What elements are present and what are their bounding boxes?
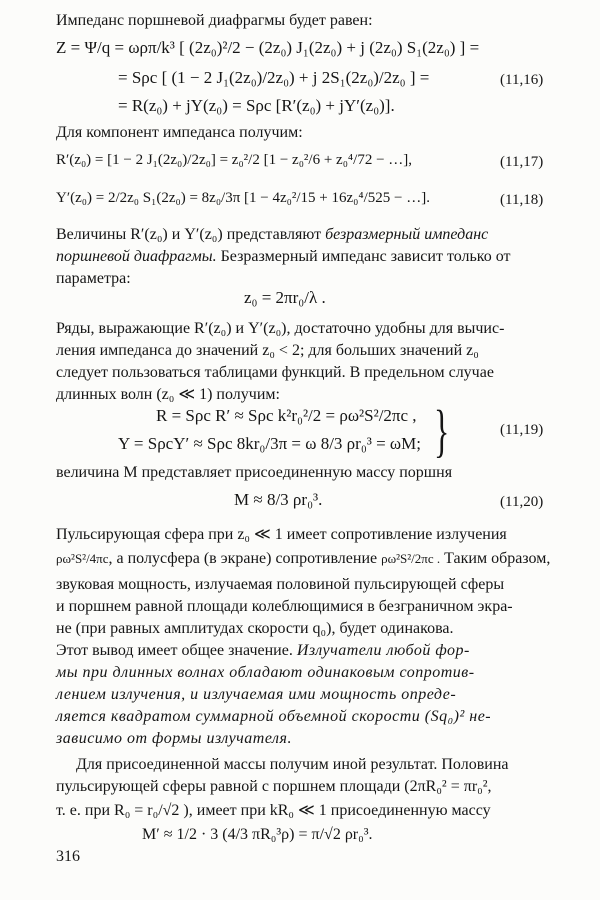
equation-line: R′(z₀) = [1 − 2 J₁(2z₀)/2z₀] = z₀²/2 [1 − z₀²/6 + z₀⁴/72 − …], [56,152,413,168]
text-line: не (при равных амплитудах скорости q₀), будет одинакова. [56,620,454,637]
italic-term: поршневой диафрагмы. [56,248,217,265]
inline-fraction: ρω²S²/4πc [56,551,109,566]
equation-line: Z = Ψ/q = ωρπ/k³ [ (2z₀)²/2 − (2z₀) J₁(2z₀) + j (2z₀) S₁(2z₀) ] = [56,38,480,57]
equation-line: R = Sρc R′ ≈ Sρc k²r₀²/2 = ρω²S²/2πc , [156,406,417,425]
italic-line: ляется квадратом суммарной объемной скорости (Sq₀)² не- [56,708,492,725]
text-line: Для присоединенной массы получим иной результат. Половина [76,756,509,773]
equation-line: M ≈ 8/3 ρr₀³. [234,490,323,509]
equation-m-prime: M′ ≈ 1/2 · 3 (4/3 πR₀³ρ) = π/√2 ρr₀³. [142,826,373,843]
text-line: Ряды, выражающие R′(z₀) и Y′(z₀), достаточно удобны для вычис- [56,320,505,337]
text-span: , а полусфера (в экране) сопротивление [108,550,378,567]
text-span: Безразмерный импеданс зависит только от [220,248,511,265]
text-line [56,548,600,570]
italic-line: лением излучения, и излучаемая ими мощность опреде- [56,686,457,703]
equation-line: = R(z₀) + jY(z₀) = Sρc [R′(z₀) + jY′(z₀)]. [118,96,395,115]
text-line: следует пользоваться таблицами функций. В предельном случае [56,364,494,381]
text-line: пульсирующей сферы равной с поршнем площади (2πR₀² = πr₀², [56,778,492,795]
text-line: параметра: [56,270,131,287]
text-span: Величины R′(z₀) и Y′(z₀) представляют [56,226,322,243]
equation-line: = Sρc [ (1 − 2 J₁(2z₀)/2z₀) + j 2S₁(2z₀)/2z₀ ] = [118,68,430,87]
text-span: имеет при kR₀ ≪ 1 присоединенную массу [196,802,491,819]
equation-number: (11,18) [500,192,544,208]
inline-fraction: ρω²S²/2πc . [381,551,441,566]
italic-line: мы при длинных волнах обладают одинаковым сопротив- [56,664,475,681]
text-line: длинных волн (z₀ ≪ 1) получим: [56,386,280,403]
text-line: и поршнем равной площади колеблющимися в безграничном экра- [56,598,513,615]
equation-number: (11,17) [500,154,544,170]
italic-term: безразмерный импеданс [325,226,489,243]
text-line: Для компонент импеданса получим: [56,124,303,141]
equation-number: (11,20) [500,494,544,510]
text-line [56,224,600,246]
equation-number: (11,19) [500,422,544,438]
right-brace-icon: } [434,398,450,463]
text-span: Этот вывод имеет общее значение. [56,642,293,659]
italic-statement: Излучатели любой фор- [296,642,470,659]
equation-z0: z₀ = 2πr₀/λ . [244,288,326,307]
page-number: 316 [56,848,80,865]
equation-line: Y = SρcY′ ≈ Sρc 8kr₀/3π = ω 8/3 ρr₀³ = ωM; [118,434,421,453]
equation-number: (11,16) [500,72,544,88]
text-line [56,800,600,822]
italic-line: зависимо от формы излучателя. [56,730,292,747]
text-line: звуковая мощность, излучаемая половиной пульсирующей сферы [56,576,505,593]
text-span: т. е. при R₀ = r₀/√2 ), [56,802,193,819]
text-line: Пульсирующая сфера при z₀ ≪ 1 имеет сопротивление излучения [56,526,507,543]
text-line: ления импеданса до значений z₀ < 2; для больших значений z₀ [56,342,479,359]
text-line [56,640,600,662]
equation-line: Y′(z₀) = 2/2z₀ S₁(2z₀) = 8z₀/3π [1 − 4z₀²/15 + 16z₀⁴/525 − …]. [56,190,430,206]
text-line [56,246,600,268]
text-span: Таким образом, [444,550,551,567]
text-line: Импеданс поршневой диафрагмы будет равен: [56,12,373,29]
text-line: величина M представляет присоединенную массу поршня [56,464,453,481]
